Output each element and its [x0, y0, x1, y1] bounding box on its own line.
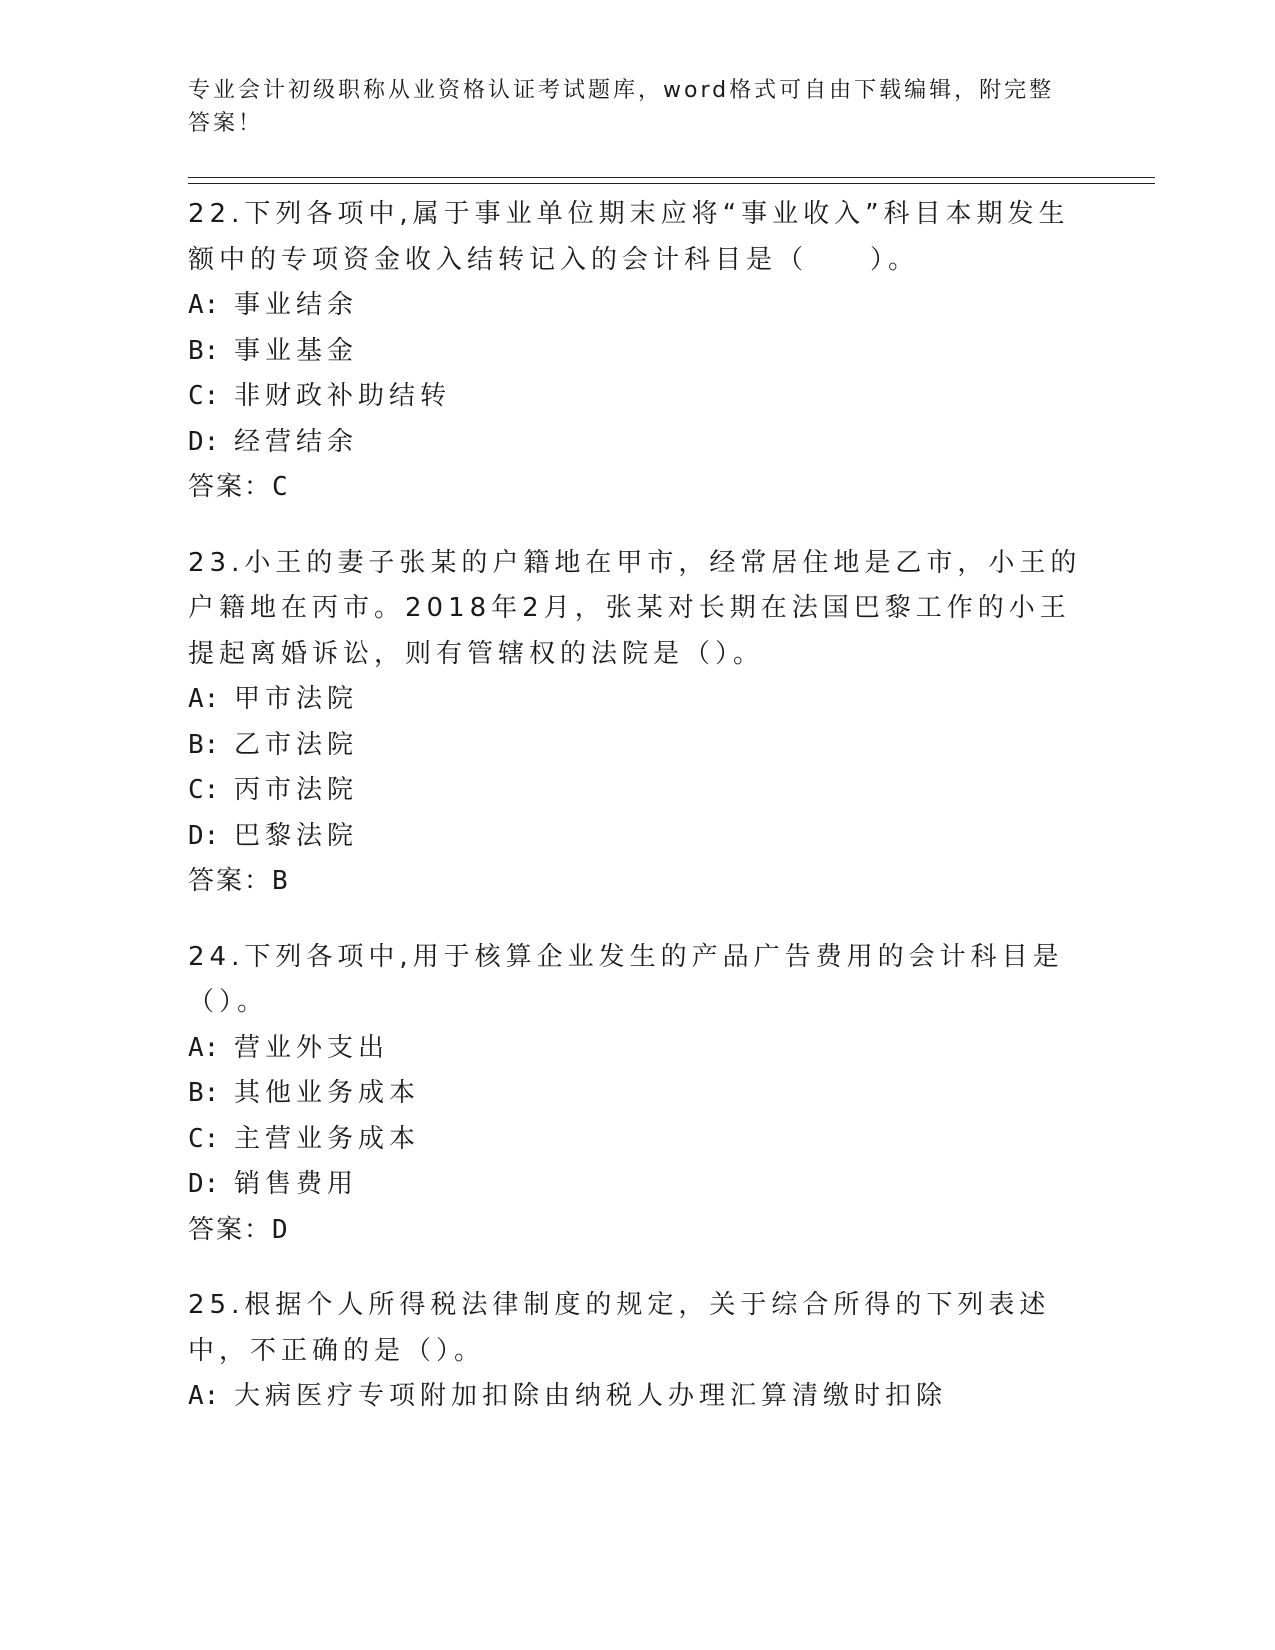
option-c — [188, 768, 1088, 814]
answer-value: D — [272, 1214, 288, 1245]
question-stem: 23.小王的妻子张某的户籍地在甲市，经常居住地是乙市，小王的户籍地在丙市。2018年2月，张某对长期在法国巴黎工作的小王提起离婚诉讼，则有管辖权的法院是（）。 — [188, 547, 1082, 669]
option-c — [188, 1117, 1088, 1163]
option-text: 销售费用 — [234, 1169, 359, 1199]
header-divider-bottom — [188, 183, 1155, 184]
option-a — [188, 677, 1088, 723]
question-stem: 22.下列各项中,属于事业单位期末应将“事业收入”科目本期发生额中的专项资金收入结转记入的会计科目是（ ）。 — [188, 199, 1070, 275]
option-text: 其他业务成本 — [234, 1078, 421, 1108]
question-list — [188, 192, 1088, 1450]
option-d — [188, 1162, 1088, 1208]
option-letter: A: — [188, 684, 220, 714]
option-letter: A: — [188, 1032, 220, 1063]
question-24 — [188, 935, 1088, 1254]
question-23 — [188, 541, 1088, 905]
answer-label: 答案： — [188, 1214, 273, 1245]
option-letter: D: — [188, 426, 220, 457]
option-letter: B: — [188, 335, 220, 366]
option-text: 事业结余 — [234, 290, 359, 320]
option-text: 营业外支出 — [234, 1032, 390, 1063]
option-text: 巴黎法院 — [234, 820, 359, 851]
option-letter: A: — [188, 1381, 220, 1411]
option-letter: C: — [188, 381, 220, 411]
answer-value: C — [272, 472, 288, 502]
option-letter: B: — [188, 729, 220, 760]
option-b — [188, 1071, 1088, 1117]
question-22 — [188, 192, 1088, 511]
question-stem: 24.下列各项中,用于核算企业发生的产品广告费用的会计科目是（）。 — [188, 941, 1064, 1017]
answer-line — [188, 465, 1088, 511]
option-b — [188, 723, 1088, 769]
question-stem: 25.根据个人所得税法律制度的规定，关于综合所得的下列表述中，不正确的是（）。 — [188, 1290, 1051, 1366]
option-d — [188, 814, 1088, 860]
document-header: 专业会计初级职称从业资格认证考试题库，word格式可自由下载编辑，附完整答案！ — [188, 78, 1055, 136]
option-c — [188, 374, 1088, 420]
question-25 — [188, 1283, 1088, 1420]
answer-line — [188, 1208, 1088, 1254]
header-divider-top — [188, 177, 1155, 178]
option-d — [188, 420, 1088, 466]
option-letter: C: — [188, 1123, 220, 1154]
option-letter: D: — [188, 1169, 220, 1199]
option-text: 丙市法院 — [234, 775, 359, 805]
option-text: 大病医疗专项附加扣除由纳税人办理汇算清缴时扣除 — [234, 1381, 948, 1411]
option-a — [188, 283, 1088, 329]
option-text: 甲市法院 — [234, 684, 359, 714]
answer-label: 答案： — [188, 472, 273, 502]
option-letter: B: — [188, 1078, 220, 1108]
answer-label: 答案： — [188, 866, 273, 896]
answer-value: B — [272, 866, 288, 896]
option-a — [188, 1026, 1088, 1072]
option-a — [188, 1374, 1088, 1420]
option-letter: C: — [188, 775, 220, 805]
option-text: 主营业务成本 — [234, 1123, 421, 1154]
option-text: 事业基金 — [234, 335, 359, 366]
option-letter: D: — [188, 820, 220, 851]
option-text: 经营结余 — [234, 426, 359, 457]
answer-line — [188, 859, 1088, 905]
option-letter: A: — [188, 290, 220, 320]
option-text: 乙市法院 — [234, 729, 359, 760]
option-text: 非财政补助结转 — [234, 381, 452, 411]
option-b — [188, 329, 1088, 375]
